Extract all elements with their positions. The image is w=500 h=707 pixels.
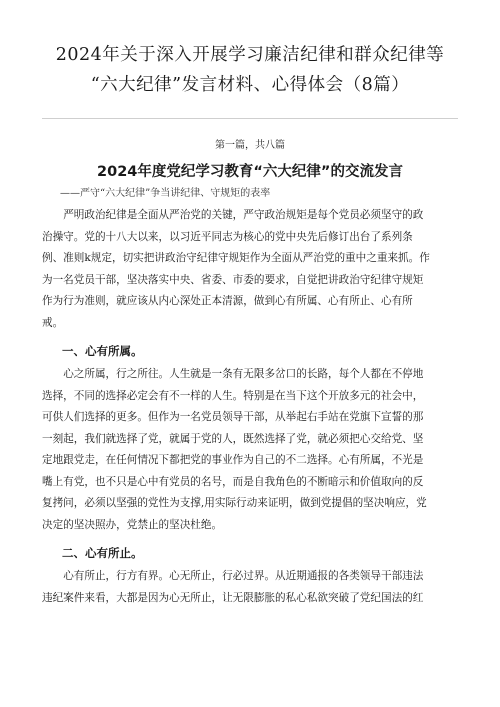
document-title-line-1: 2024年关于深入开展学习廉洁纪律和群众纪律等	[55, 45, 445, 65]
text-line: 复拷问，必须以坚强的党性为支撑,用实际行动来证明，做到党提倡的坚决响应，党	[42, 497, 427, 509]
intro-paragraph	[42, 205, 458, 334]
text-line: 定地跟党走，在任何情况下都把党的事业作为自己的不二选择。心有所属，不光是	[42, 454, 424, 466]
text-line: 治操守。党的十八大以来，以习近平同志为核心的党中央先后修订出台了系列条	[42, 230, 413, 243]
section-1-paragraph	[42, 364, 458, 536]
part-label: 第一篇，共八篇	[215, 140, 285, 151]
document-title	[42, 0, 458, 100]
document-title-line-2: “六大纪律”发言材料、心得体会（8篇）	[90, 75, 410, 95]
text-line: 一刻起，我们就选择了党，就属于党的人，既然选择了党，就必须把心交给党、坚	[42, 432, 424, 445]
text-line: 作为行为准则，就应该从内心深处正本清源，做到心有所属、心有所止、心有所	[42, 295, 413, 307]
speech-title: 2024年度党纪学习教育“六大纪律”的交流发言	[97, 164, 403, 180]
text-line: 例、准则k规定，切实把讲政治守纪律守规矩作为全面从严治党的重中之重来抓。作	[42, 252, 430, 264]
text-line: 心之所属，行之所往。人生就是一条有无限多岔口的长路，每个人都在不停地	[63, 368, 424, 380]
section-heading-2: 二、心有所止。	[62, 546, 143, 560]
text-line: 选择，不同的选择必定会有不一样的人生。特别是在当下这个开放多元的社会中，	[42, 389, 424, 402]
text-line: 嘴上有党，也不只是心中有党员的名号，而是自我角色的不断暗示和价值取向的反	[42, 475, 424, 488]
section-heading-1: 一、心有所属。	[62, 344, 143, 358]
text-line: 心有所止，行方有界。心无所止，行必过界。从近期通报的各类领导干部违法	[63, 570, 424, 582]
text-line: 为一名党员干部，坚决落实中央、省委、市委的要求，自觉把讲政治守纪律守规矩	[42, 273, 424, 286]
text-line: 可供人们选择的更多。但作为一名党员领导干部，从举起右手站在党旗下宣誓的那	[42, 411, 424, 423]
section-2-paragraph	[42, 566, 458, 609]
title-divider	[42, 118, 458, 119]
speech-subtitle: ——严守“六大纪律”争当讲纪律、守规矩的表率	[60, 188, 271, 199]
text-line: 违纪案件来看，大都是因为心无所止，让无限膨胀的私心私欲突破了党纪国法的红	[42, 591, 424, 604]
text-line: 戒。	[42, 316, 64, 329]
text-line: 决定的坚决照办，党禁止的坚决杜绝。	[42, 518, 223, 531]
text-line: 严明政治纪律是全面从严治党的关键，严守政治规矩是每个党员必须坚守的政	[63, 209, 424, 221]
